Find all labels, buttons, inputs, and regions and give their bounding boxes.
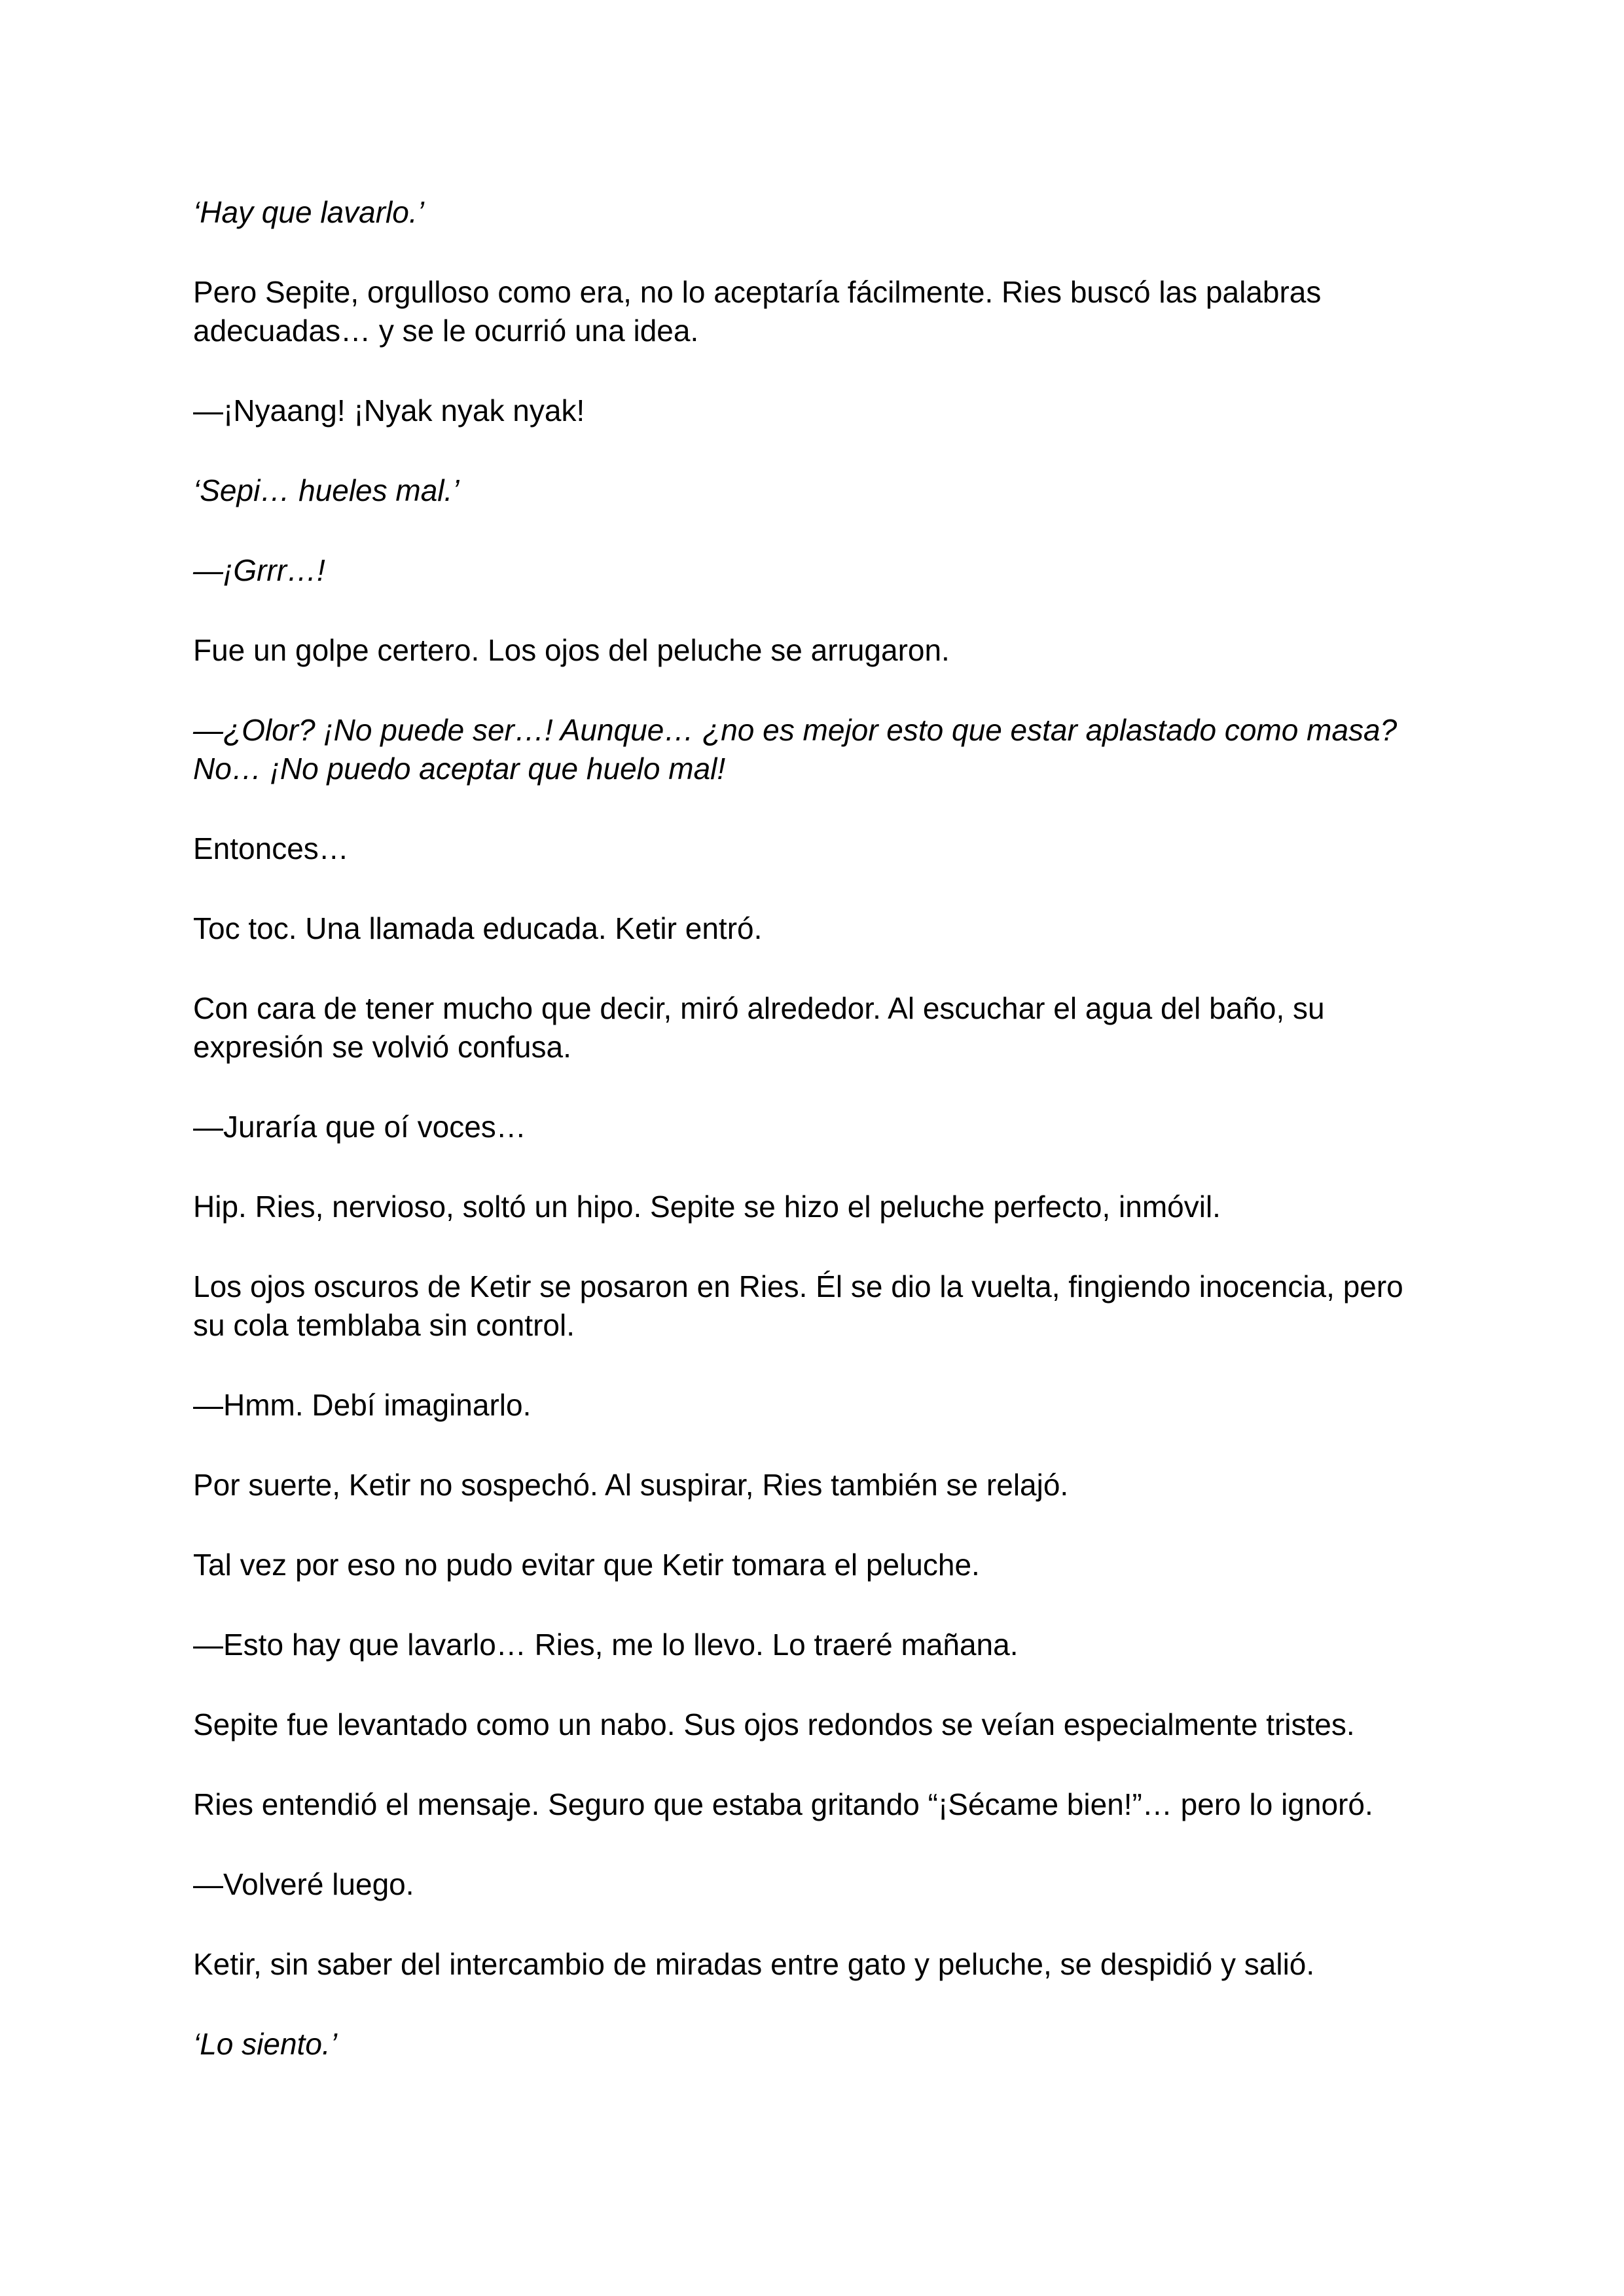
paragraph: ‘Hay que lavarlo.’ <box>193 195 424 229</box>
paragraph: Tal vez por eso no pudo evitar que Ketir tomara el peluche. <box>193 1548 980 1582</box>
paragraph: Sepite fue levantado como un nabo. Sus ojos redondos se veían especialmente tristes. <box>193 1707 1355 1741</box>
paragraph: Ries entendió el mensaje. Seguro que estaba gritando “¡Sécame bien!”… pero lo ignoró. <box>193 1787 1373 1821</box>
paragraph: —¡Grrr…! <box>193 553 325 587</box>
paragraph: —¿Olor? ¡No puede ser…! Aunque… ¿no es mejor esto que estar aplastado como masa? No… ¡No puedo aceptar que huelo mal! <box>193 713 1405 786</box>
paragraph: Ketir, sin saber del intercambio de miradas entre gato y peluche, se despidió y salió. <box>193 1947 1315 1981</box>
paragraph: Con cara de tener mucho que decir, miró alrededor. Al escuchar el agua del baño, su expresión se volvió confusa. <box>193 991 1333 1064</box>
paragraph: —¡Nyaang! ¡Nyak nyak nyak! <box>193 393 585 428</box>
paragraph: ‘Lo siento.’ <box>193 2027 337 2061</box>
paragraph: —Juraría que oí voces… <box>193 1110 526 1144</box>
paragraph: ‘Sepi… hueles mal.’ <box>193 473 460 507</box>
paragraph: —Volveré luego. <box>193 1867 414 1901</box>
paragraph: Hip. Ries, nervioso, soltó un hipo. Sepite se hizo el peluche perfecto, inmóvil. <box>193 1190 1221 1224</box>
document-content <box>193 193 1432 2105</box>
paragraph: Fue un golpe certero. Los ojos del peluche se arrugaron. <box>193 633 950 667</box>
paragraph: Toc toc. Una llamada educada. Ketir entró. <box>193 911 763 945</box>
paragraph: Entonces… <box>193 831 349 866</box>
paragraph: Pero Sepite, orgulloso como era, no lo aceptaría fácilmente. Ries buscó las palabras adecuadas… y se le ocurrió una idea. <box>193 275 1330 348</box>
paragraph: Por suerte, Ketir no sospechó. Al suspirar, Ries también se relajó. <box>193 1468 1069 1502</box>
paragraph: —Esto hay que lavarlo… Ries, me lo llevo. Lo traeré mañana. <box>193 1628 1019 1662</box>
paragraph: —Hmm. Debí imaginarlo. <box>193 1388 532 1422</box>
paragraph: Los ojos oscuros de Ketir se posaron en Ries. Él se dio la vuelta, fingiendo inocencia, pero su cola temblaba sin control. <box>193 1269 1412 1342</box>
